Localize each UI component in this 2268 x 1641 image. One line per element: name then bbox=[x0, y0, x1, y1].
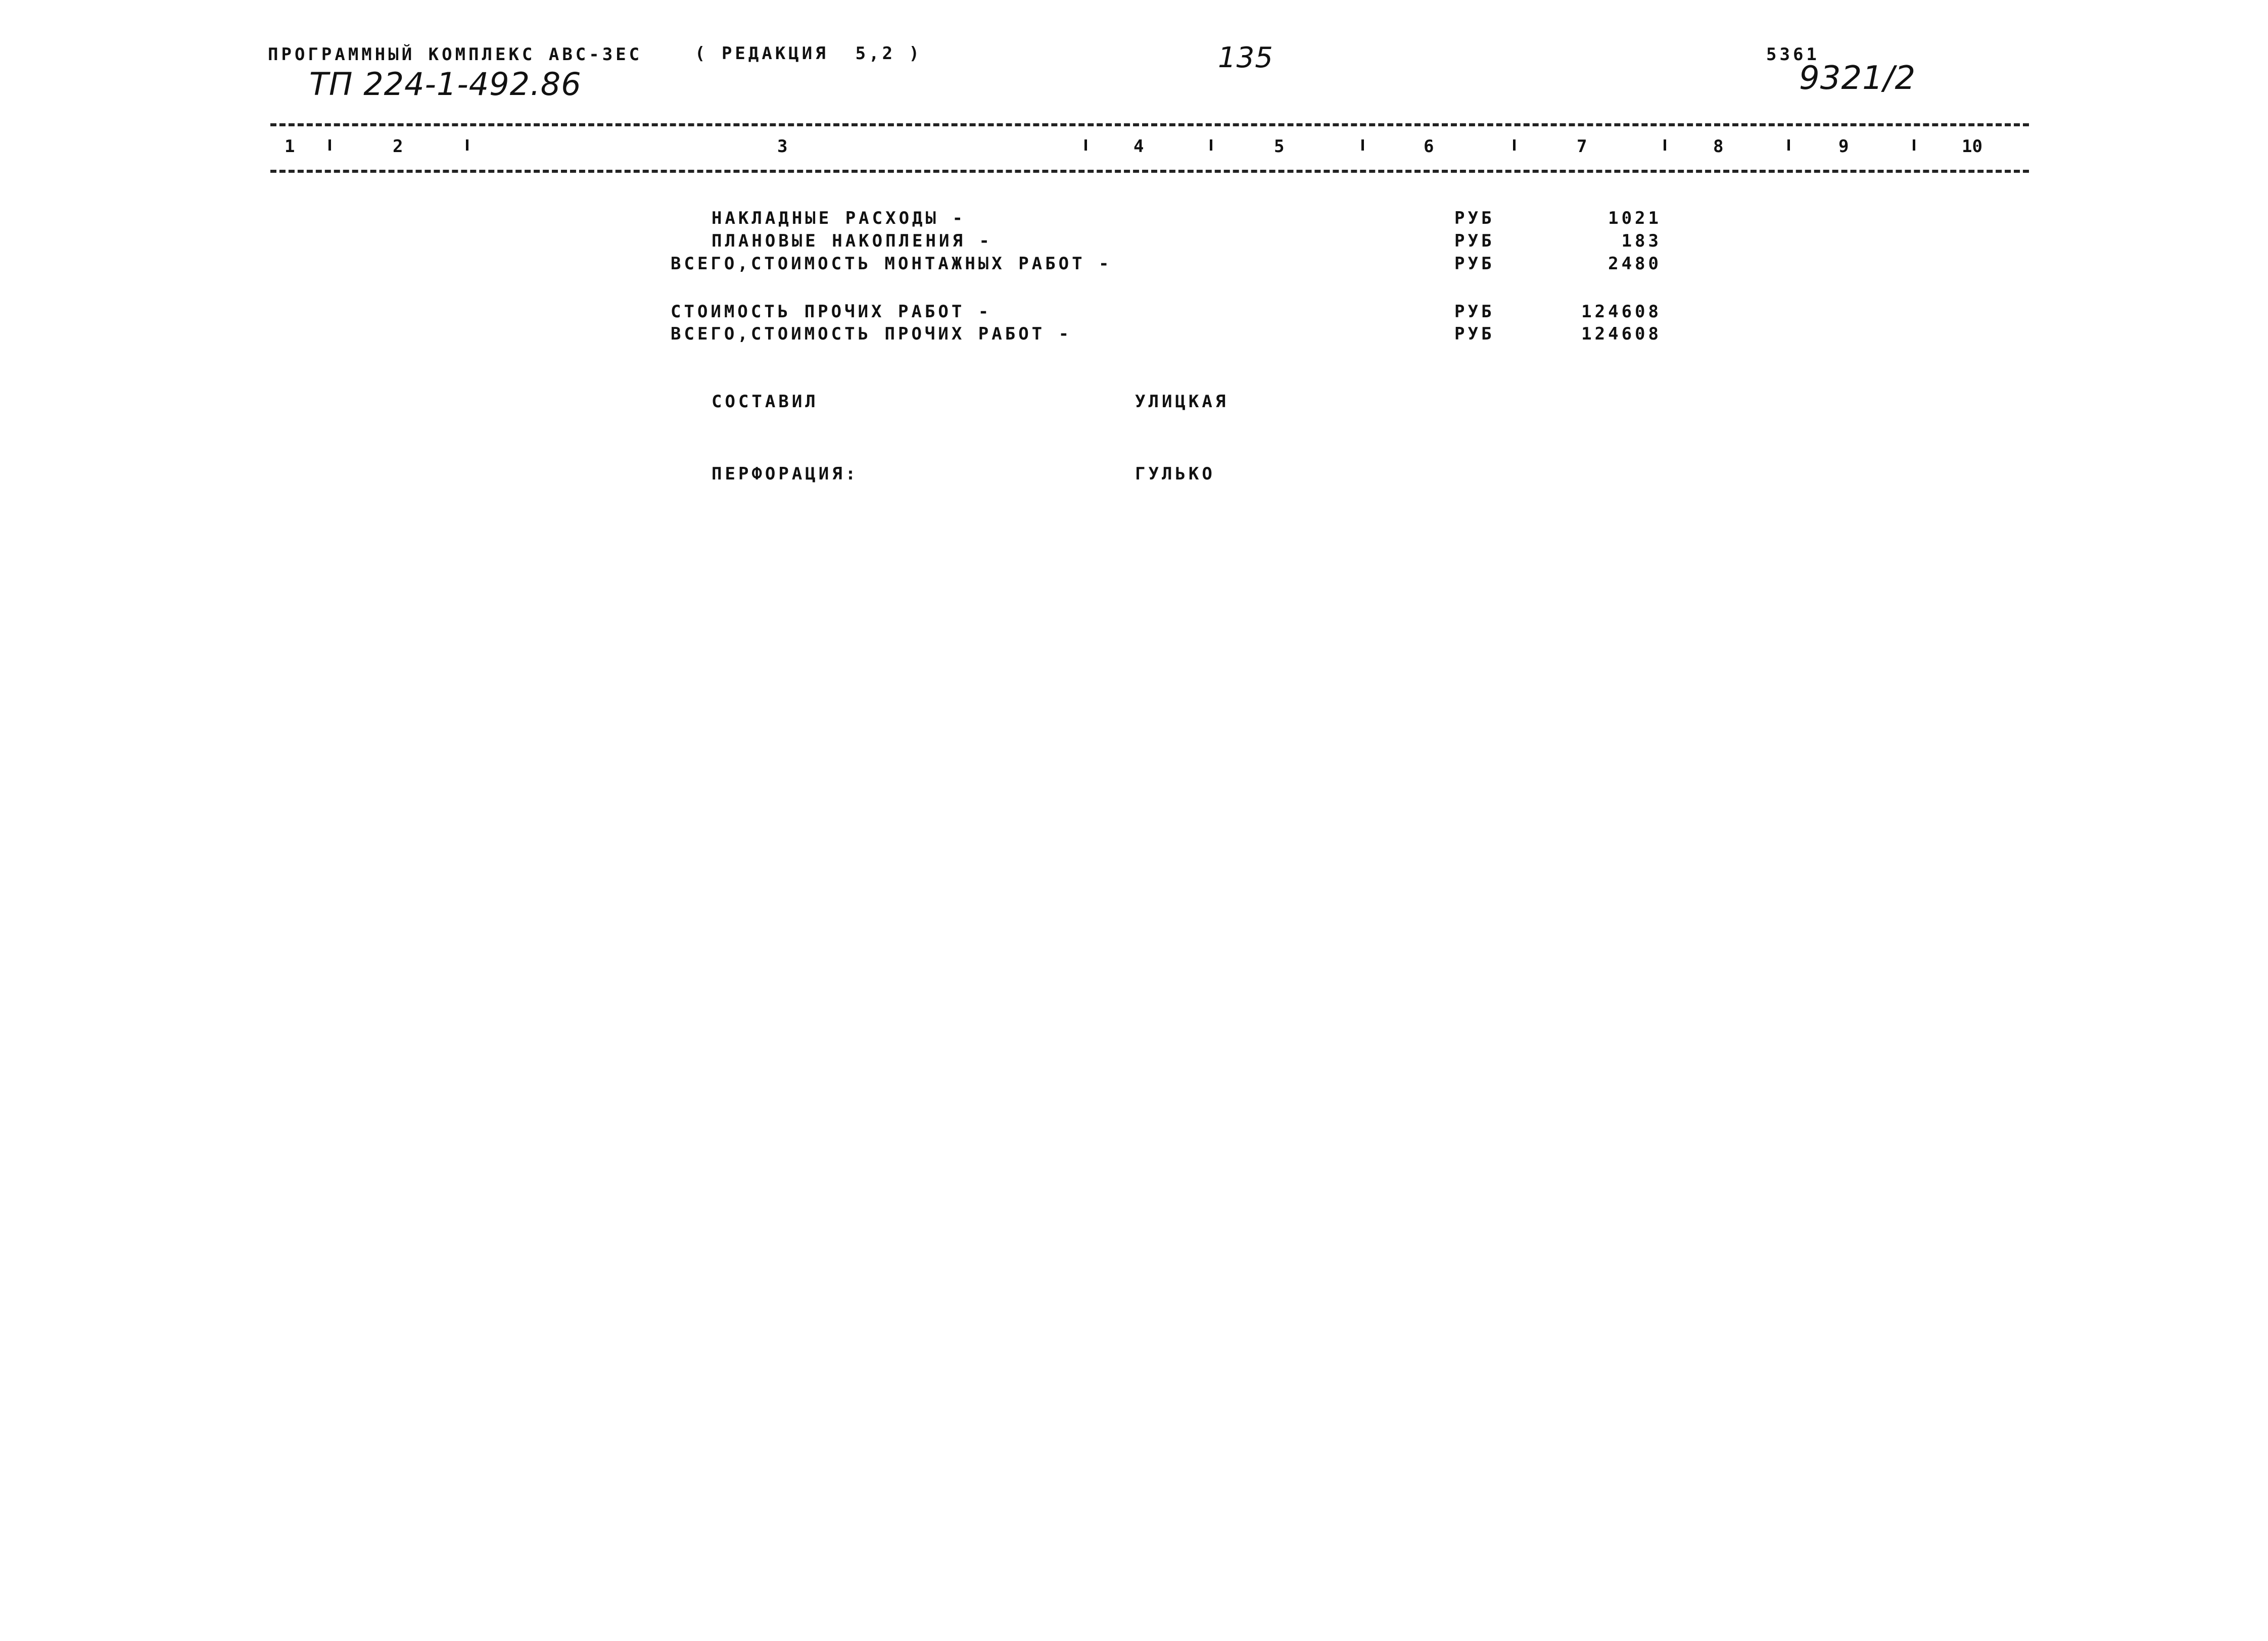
overhead-label: НАКЛАДНЫЕ РАСХОДЫ - bbox=[712, 208, 966, 228]
compiled-by-name: УЛИЦКАЯ bbox=[1135, 392, 1229, 412]
planned-savings-value: 183 bbox=[1621, 231, 1662, 251]
column-header-5: 5 bbox=[1274, 136, 1285, 157]
column-separator bbox=[1913, 139, 1915, 151]
planned-savings-label: ПЛАНОВЫЕ НАКОПЛЕНИЯ - bbox=[712, 231, 993, 251]
planned-savings-unit: РУБ bbox=[1454, 231, 1495, 251]
overhead-value: 1021 bbox=[1608, 208, 1662, 228]
column-separator bbox=[328, 139, 331, 151]
total-other-works-label: ВСЕГО,СТОИМОСТЬ ПРОЧИХ РАБОТ - bbox=[671, 324, 1072, 344]
column-header-7: 7 bbox=[1577, 136, 1587, 157]
column-separator bbox=[1664, 139, 1666, 151]
column-header-6: 6 bbox=[1424, 136, 1434, 157]
column-separator bbox=[466, 139, 468, 151]
column-header-3: 3 bbox=[777, 136, 788, 157]
project-code: ТП 224-1-492.86 bbox=[309, 66, 582, 103]
overhead-unit: РУБ bbox=[1454, 208, 1495, 228]
other-works-label: СТОИМОСТЬ ПРОЧИХ РАБОТ - bbox=[671, 302, 992, 322]
program-title: ПРОГРАММНЫЙ КОМПЛЕКС АВС-3ЕС bbox=[268, 44, 643, 65]
other-works-value: 124608 bbox=[1581, 302, 1662, 322]
column-header-10: 10 bbox=[1962, 136, 1982, 157]
inventory-number: 9321/2 bbox=[1799, 60, 1916, 97]
column-header-1: 1 bbox=[285, 136, 295, 157]
perforation-name: ГУЛЬКО bbox=[1135, 464, 1215, 484]
column-separator bbox=[1361, 139, 1364, 151]
total-other-works-value: 124608 bbox=[1581, 324, 1662, 344]
top-dashed-rule bbox=[270, 123, 2029, 126]
compiled-by-label: СОСТАВИЛ bbox=[712, 392, 819, 412]
column-header-4: 4 bbox=[1133, 136, 1144, 157]
edition-label: ( РЕДАКЦИЯ 5,2 ) bbox=[695, 43, 922, 64]
column-separator bbox=[1210, 139, 1212, 151]
perforation-label: ПЕРФОРАЦИЯ: bbox=[712, 464, 859, 484]
column-header-9: 9 bbox=[1838, 136, 1849, 157]
column-header-2: 2 bbox=[393, 136, 403, 157]
page-number: 135 bbox=[1218, 41, 1273, 74]
total-installation-unit: РУБ bbox=[1454, 254, 1495, 274]
total-other-works-unit: РУБ bbox=[1454, 324, 1495, 344]
other-works-unit: РУБ bbox=[1454, 302, 1495, 322]
total-installation-label: ВСЕГО,СТОИМОСТЬ МОНТАЖНЫХ РАБОТ - bbox=[671, 254, 1112, 274]
column-separator bbox=[1787, 139, 1790, 151]
column-header-8: 8 bbox=[1713, 136, 1724, 157]
total-installation-value: 2480 bbox=[1608, 254, 1662, 274]
document-code: 5361 bbox=[1766, 44, 1820, 65]
column-separator bbox=[1513, 139, 1516, 151]
column-separator bbox=[1084, 139, 1087, 151]
bottom-dashed-rule bbox=[270, 170, 2029, 173]
